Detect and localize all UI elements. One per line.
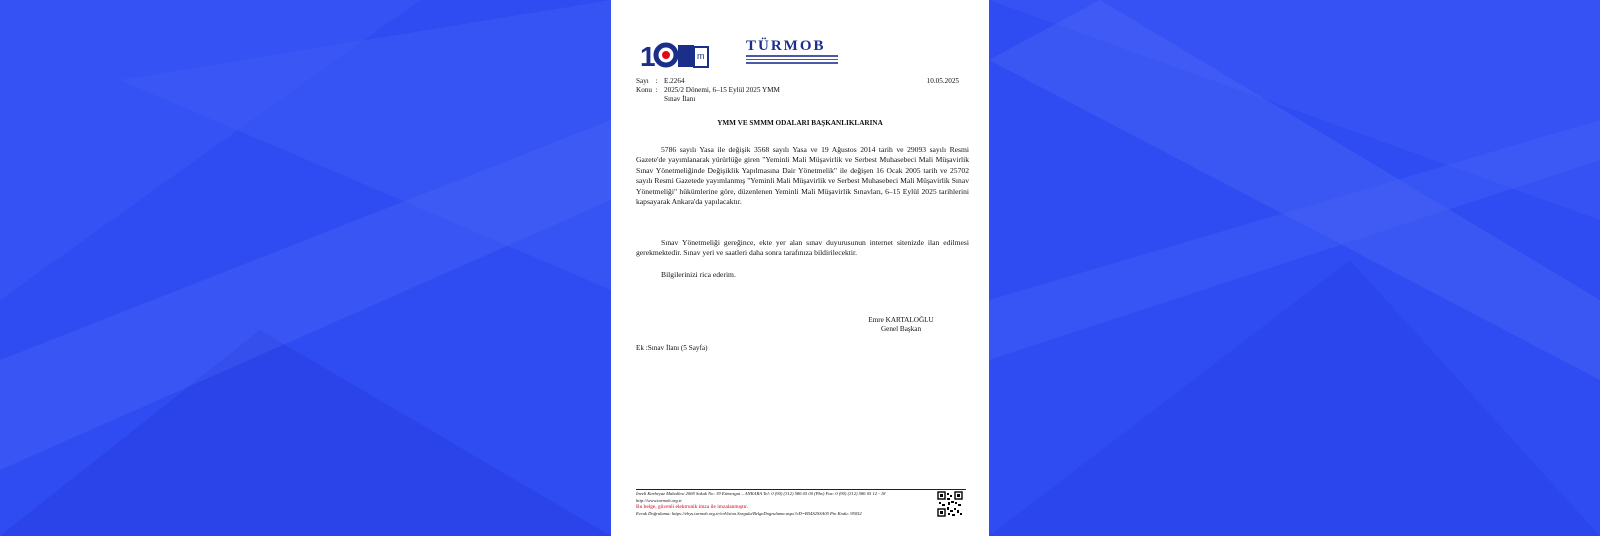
brand-name: TÜRMOB bbox=[746, 38, 826, 54]
svg-text:1: 1 bbox=[640, 41, 656, 69]
turmob-logo bbox=[640, 36, 826, 70]
brand-subtitle-lines bbox=[746, 55, 838, 66]
official-letter-page bbox=[611, 0, 989, 536]
signer-name: Emre KARTALOĞLU bbox=[868, 316, 934, 324]
letter-heading: YMM VE SMMM ODALARI BAŞKANLIKLARINA bbox=[717, 119, 883, 127]
esign-note: Bu belge, güvenli elektronik imza ile imzalanmıştır. bbox=[636, 504, 748, 511]
attachment-note: Ek :Sınav İlanı (5 Sayfa) bbox=[636, 344, 708, 352]
subject-line-1: 2025/2 Dönemi, 6–15 Eylül 2025 YMM bbox=[664, 86, 780, 94]
letter-date: 10.05.2025 bbox=[926, 77, 959, 85]
signature-block bbox=[861, 316, 941, 334]
qr-code-icon bbox=[937, 491, 963, 517]
svg-text:m: m bbox=[697, 51, 705, 61]
verify-note: Evrak Doğrulama: https://ebys.turmob.org.tr/enVision.Sorgula/BelgeDogrulama.aspx?eD=B54S2SSA05 Pin Kodu: 95052 bbox=[636, 510, 862, 516]
footer-website[interactable]: http://www.turmob.org.tr bbox=[636, 497, 683, 503]
paragraph-2: Sınav Yönetmeliği gereğince, ekte yer alan sınav duyurusunun internet sitenizde ilan edilmesi gerekmektedir. Sınav yeri ve saatleri daha sonra tarafınıza bildirilecektir. bbox=[636, 238, 969, 258]
letter-meta: Sayı : E.2264 Konu : 2025/2 Dönemi, 6–15 Eylül 2025 YMM Sınav İlanı bbox=[636, 77, 780, 103]
subject-line-2: Sınav İlanı bbox=[664, 95, 696, 103]
number-label: Sayı bbox=[636, 77, 649, 85]
paragraph-3: Bilgilerinizi rica ederim. bbox=[661, 270, 736, 279]
letter-footer bbox=[636, 491, 936, 517]
footer-rule bbox=[636, 489, 966, 490]
signer-title: Genel Başkan bbox=[880, 325, 922, 333]
100th-anniversary-logo bbox=[640, 39, 710, 69]
number-value: E.2264 bbox=[664, 77, 685, 85]
footer-address: İnezli Karbeyaz Mahallesi 2069 Sokak No: 39 Etimesgut – ANKARA Tel: 0 (90) (312) 586 05 00 (Pbx) Fax: 0 (90) (312) 586 05 12 - 18 bbox=[636, 491, 886, 496]
subject-label: Konu bbox=[636, 86, 652, 94]
paragraph-1: 5786 sayılı Yasa ile değişik 3568 sayılı Yasa ve 19 Ağustos 2014 tarih ve 29093 sayılı Resmi Gazete'de yayımlanarak yürürlüğe giren "Yeminli Mali Müşavirlik ve Serbest Muhasebeci Mali Müşavirlik Sınav Yönetmeliğinde Değişiklik Yapılmasına Dair Yönetmelik" ile değişen 16 Ocak 2005 tarih ve 25702 sayılı Resmi Gazetede yayımlanmış "Yeminli Mali Müşavirlik ve Serbest Muhasebeci Mali Müşavirlik Sınav Yönetmeliği" hükümlerine göre, düzenlenen Yeminli Mali Müşavirlik Sınavları, 6–15 Eylül 2025 tarihlerini kapsayarak Ankara'da yapılacaktır. bbox=[636, 145, 969, 207]
